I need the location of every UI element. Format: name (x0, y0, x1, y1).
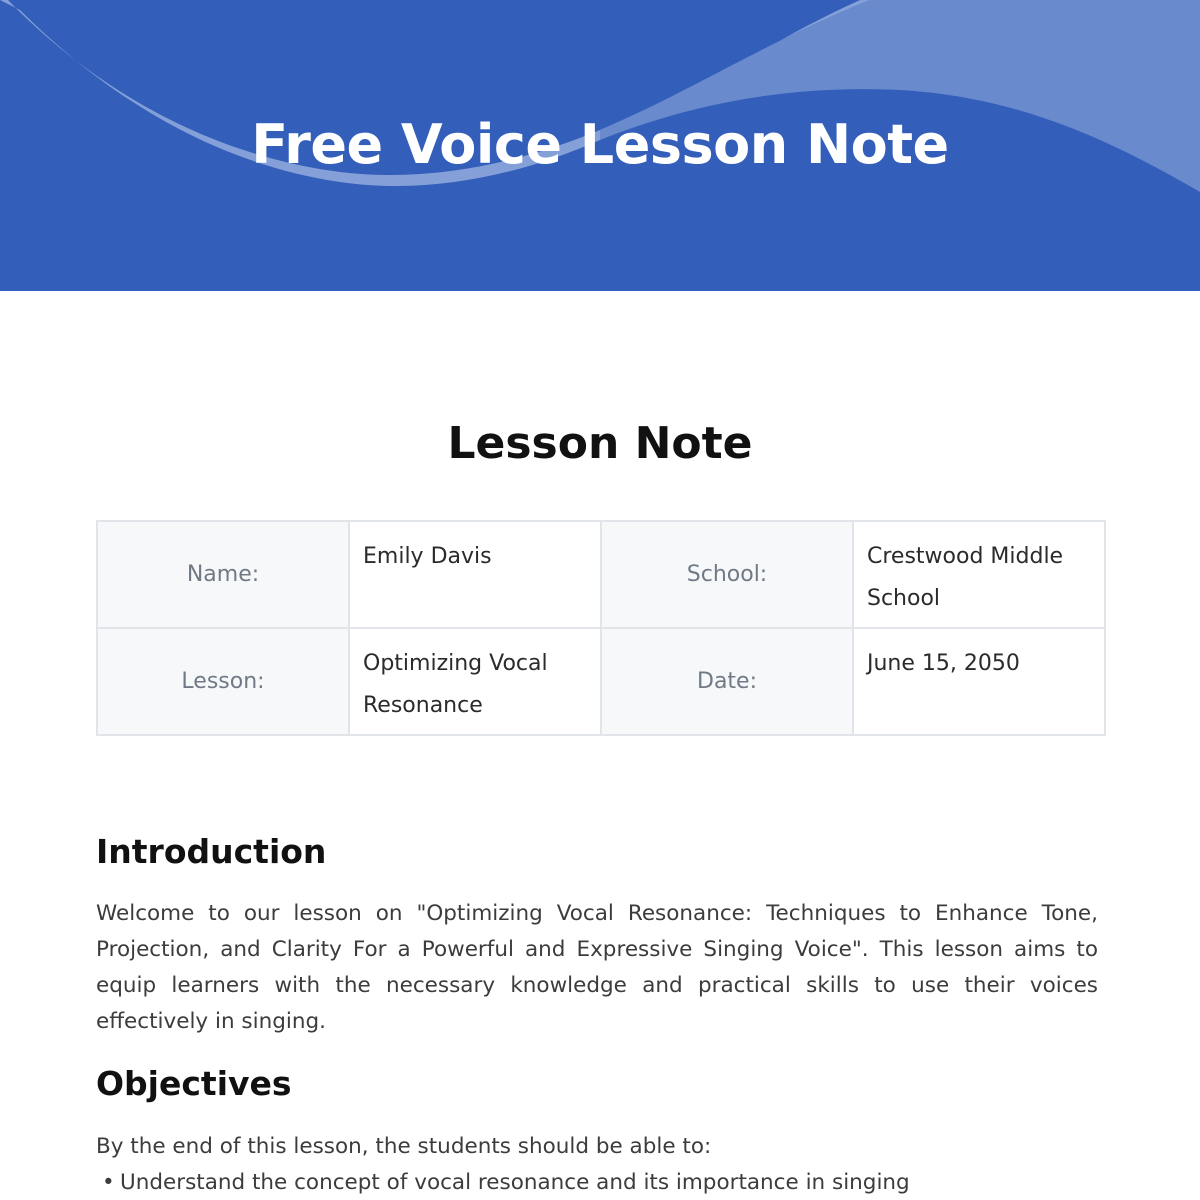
objectives-list (96, 1166, 910, 1200)
lesson-info-table (96, 520, 1106, 736)
table-row (97, 521, 1105, 628)
header-banner (0, 0, 1200, 291)
date-value: June 15, 2050 (853, 628, 1105, 735)
school-value: Crestwood Middle School (853, 521, 1105, 628)
name-label: Name: (97, 521, 349, 628)
objectives-heading: Objectives (96, 1064, 292, 1103)
bullet-icon: • (102, 1170, 115, 1195)
banner-title: Free Voice Lesson Note (251, 113, 949, 176)
name-value: Emily Davis (349, 521, 601, 628)
introduction-text: Welcome to our lesson on "Optimizing Vocal Resonance: Techniques to Enhance Tone, Projection, and Clarity For a Powerful and Expressive Singing Voice". This lesson aims to equip learners with the necessary knowledge and practical skills to use their voices effectively in singing. (96, 901, 1098, 1034)
table-row (97, 628, 1105, 735)
school-label: School: (601, 521, 853, 628)
introduction-heading: Introduction (96, 832, 327, 871)
lesson-value: Optimizing Vocal Resonance (349, 628, 601, 735)
date-label: Date: (601, 628, 853, 735)
objectives-lead: By the end of this lesson, the students should be able to: (96, 1134, 712, 1159)
lesson-label: Lesson: (97, 628, 349, 735)
list-item (96, 1166, 910, 1200)
document-title: Lesson Note (447, 418, 753, 469)
objective-text: Understand the concept of vocal resonance and its importance in singing (120, 1170, 910, 1195)
